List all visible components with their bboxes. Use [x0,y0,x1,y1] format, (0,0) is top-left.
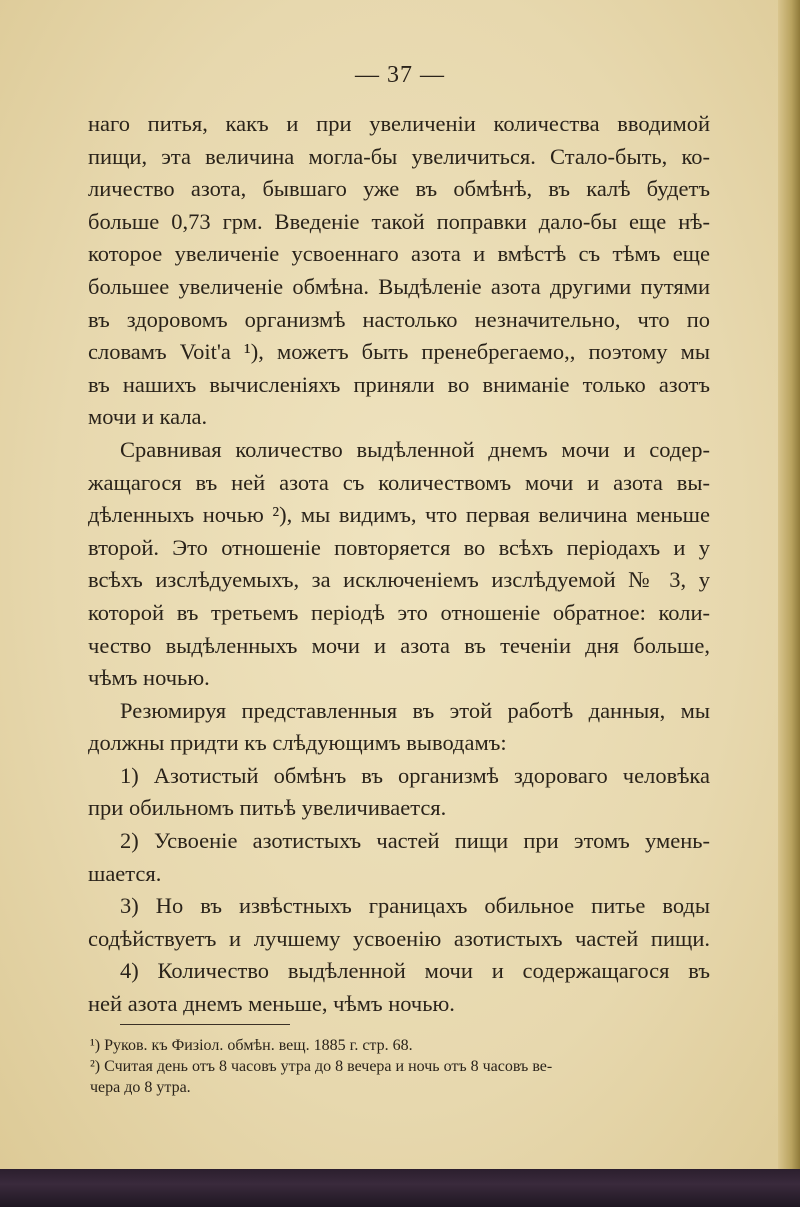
text-line: чѣмъ ночью. [88,665,210,691]
text-line: въ здоровомъ организмѣ настолько незначительно, что по [88,306,710,332]
footnotes [90,1035,700,1098]
text-line: 2) Усвоеніе азотистыхъ частей пищи при этомъ умень- [120,828,710,854]
text-line: которое увеличеніе усвоеннаго азота и вмѣстѣ съ тѣмъ еще [88,241,710,267]
text-line: 3) Но въ извѣстныхъ границахъ обильное питье воды [120,893,710,919]
text-line: больше 0,73 грм. Введеніе такой поправки дало-бы еще нѣ- [88,208,710,234]
text-line: мочи и кала. [88,404,208,430]
text-line: наго питья, какъ и при увеличеніи количества вводимой [88,111,710,136]
text-line: въ нашихъ вычисленіяхъ приняли во вниманіе только азотъ [88,371,710,397]
text-line: всѣхъ изслѣдуемыхъ, за исключеніемъ изслѣдуемой № 3, у [88,567,710,593]
text-line: при обильномъ питьѣ увеличивается. [88,795,447,821]
text-line: словамъ Voit'a ¹), можетъ быть пренебрегаемо,, поэтому мы [88,339,710,365]
footnote-line: чера до 8 утра. [90,1079,191,1096]
footnote-divider [120,1024,290,1025]
text-line: 1) Азотистый обмѣнъ въ организмѣ здороваго человѣка [120,762,710,788]
text-line: пищи, эта величина могла-бы увеличиться. Стало-быть, ко- [88,143,710,169]
text-line: личество азота, бывшаго уже въ обмѣнѣ, въ калѣ будетъ [88,176,710,202]
text-line: жащагося въ ней азота съ количествомъ мочи и азота вы- [88,469,710,495]
text-line: второй. Это отношеніе повторяется во всѣхъ періодахъ и у [88,534,710,560]
text-line: Резюмируя представленныя въ этой работѣ данныя, мы [120,697,710,723]
text-line: ней азота днемъ меньше, чѣмъ ночью. [88,991,455,1017]
text-line: шается. [88,860,162,886]
text-line: содѣйствуетъ и лучшему усвоенію азотистыхъ частей пищи. [88,925,710,951]
page-edge [778,0,800,1207]
text-line: чество выдѣленныхъ мочи и азота въ теченіи дня больше, [88,632,710,658]
text-line: дѣленныхъ ночью ²), мы видимъ, что первая величина меньше [88,502,710,528]
text-line: которой въ третьемъ періодѣ это отношеніе обратное: коли- [88,599,710,625]
footnote-line: ²) Считая день отъ 8 часовъ утра до 8 вечера и ночь отъ 8 часовъ ве- [90,1058,553,1075]
text-line: Сравнивая количество выдѣленной днемъ мочи и содер- [120,436,710,462]
page-number: — 37 — [355,62,445,88]
text-line: 4) Количество выдѣленной мочи и содержащагося въ [120,958,710,984]
text-line: большее увеличеніе обмѣна. Выдѣленіе азота другими путями [88,273,710,299]
footnote-line: ¹) Руков. къ Физіол. обмѣн. вещ. 1885 г. стр. 68. [90,1037,413,1054]
text-line: должны придти къ слѣдующимъ выводамъ: [88,730,507,756]
body-text [88,108,710,1021]
scan-bottom-border [0,1169,800,1207]
